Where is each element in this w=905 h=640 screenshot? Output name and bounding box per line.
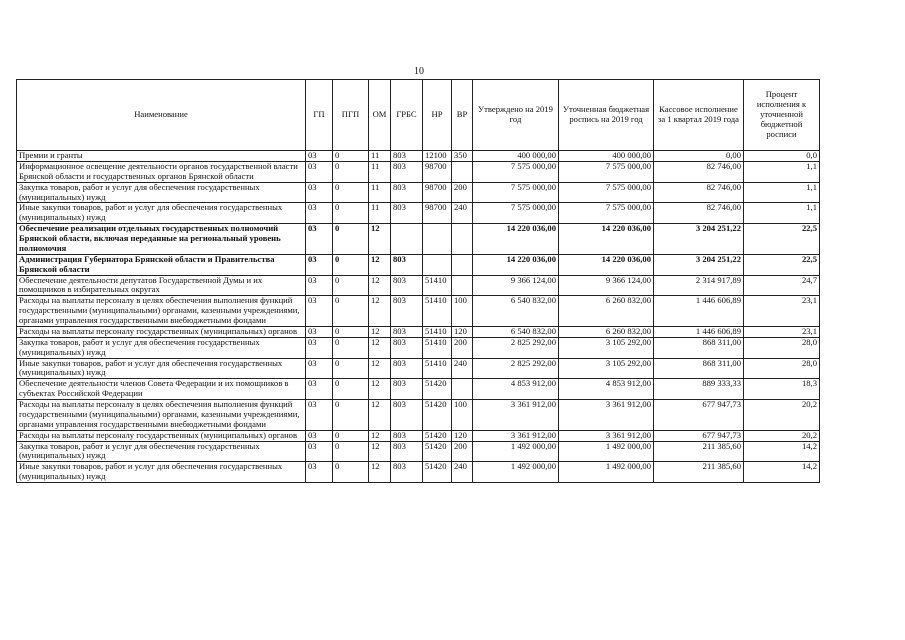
header-refined: Уточненная бюджетная роспись на 2019 год (559, 80, 654, 151)
table-row (17, 224, 820, 255)
cell-om: 12 (369, 326, 391, 337)
cell-refined: 9 366 124,00 (559, 275, 654, 296)
cell-np: 12100 (423, 151, 452, 162)
table-row (17, 296, 820, 327)
header-name: Наименование (17, 80, 306, 151)
cell-cash: 868 311,00 (654, 358, 744, 379)
cell-gp: 03 (306, 326, 333, 337)
cell-grbs: 803 (391, 296, 423, 327)
cell-ppgp: 0 (333, 203, 369, 224)
cell-gp: 03 (306, 182, 333, 203)
cell-percent: 28,0 (744, 358, 820, 379)
cell-grbs: 803 (391, 441, 423, 462)
cell-gp: 03 (306, 400, 333, 431)
cell-refined: 1 492 000,00 (559, 441, 654, 462)
cell-name: Обеспечение реализации отдельных государственных полномочий Брянской области, включая переданные на региональный уровень полномочия (17, 224, 306, 255)
cell-percent: 18,3 (744, 379, 820, 400)
table-row (17, 203, 820, 224)
header-np: НР (423, 80, 452, 151)
cell-cash: 3 204 251,22 (654, 254, 744, 275)
cell-ppgp: 0 (333, 358, 369, 379)
cell-name: Иные закупки товаров, работ и услуг для обеспечения государственных (муниципальных) нужд (17, 203, 306, 224)
table-row (17, 462, 820, 483)
cell-ppgp: 0 (333, 430, 369, 441)
cell-percent: 23,1 (744, 326, 820, 337)
cell-approved: 6 540 832,00 (473, 326, 559, 337)
cell-gp: 03 (306, 358, 333, 379)
cell-percent: 14,2 (744, 462, 820, 483)
cell-approved: 2 825 292,00 (473, 337, 559, 358)
cell-om: 11 (369, 182, 391, 203)
cell-grbs: 803 (391, 254, 423, 275)
cell-approved: 1 492 000,00 (473, 462, 559, 483)
cell-grbs: 803 (391, 203, 423, 224)
cell-name: Информационное освещение деятельности органов государственной власти Брянской области и государственных органов Брянской области (17, 161, 306, 182)
cell-approved: 4 853 912,00 (473, 379, 559, 400)
table-row (17, 358, 820, 379)
budget-table (16, 79, 820, 483)
cell-refined: 7 575 000,00 (559, 161, 654, 182)
cell-refined: 3 361 912,00 (559, 430, 654, 441)
cell-cash: 0,00 (654, 151, 744, 162)
cell-grbs: 803 (391, 182, 423, 203)
cell-np: 51420 (423, 400, 452, 431)
cell-refined: 3 105 292,00 (559, 337, 654, 358)
cell-percent: 0,0 (744, 151, 820, 162)
cell-grbs: 803 (391, 326, 423, 337)
cell-approved: 14 220 036,00 (473, 254, 559, 275)
cell-name: Расходы на выплаты персоналу государственных (муниципальных) органов (17, 326, 306, 337)
cell-gp: 03 (306, 337, 333, 358)
cell-vr (452, 275, 473, 296)
cell-ppgp: 0 (333, 161, 369, 182)
cell-om: 12 (369, 400, 391, 431)
cell-name: Закупка товаров, работ и услуг для обеспечения государственных (муниципальных) нужд (17, 337, 306, 358)
cell-approved: 3 361 912,00 (473, 400, 559, 431)
cell-vr: 200 (452, 441, 473, 462)
cell-vr: 200 (452, 337, 473, 358)
cell-grbs: 803 (391, 358, 423, 379)
cell-refined: 3 105 292,00 (559, 358, 654, 379)
cell-cash: 211 385,60 (654, 441, 744, 462)
cell-percent: 20,2 (744, 400, 820, 431)
cell-np: 98700 (423, 203, 452, 224)
cell-vr: 100 (452, 296, 473, 327)
cell-vr: 120 (452, 326, 473, 337)
cell-vr (452, 254, 473, 275)
cell-om: 12 (369, 379, 391, 400)
cell-om: 12 (369, 337, 391, 358)
table-row (17, 441, 820, 462)
cell-vr: 350 (452, 151, 473, 162)
cell-percent: 1,1 (744, 161, 820, 182)
cell-ppgp: 0 (333, 326, 369, 337)
cell-refined: 14 220 036,00 (559, 224, 654, 255)
table-row (17, 182, 820, 203)
cell-percent: 1,1 (744, 203, 820, 224)
cell-ppgp: 0 (333, 400, 369, 431)
header-approved: Утверждено на 2019 год (473, 80, 559, 151)
cell-np: 51420 (423, 379, 452, 400)
cell-cash: 868 311,00 (654, 337, 744, 358)
cell-gp: 03 (306, 161, 333, 182)
cell-name: Закупка товаров, работ и услуг для обеспечения государственных (муниципальных) нужд (17, 182, 306, 203)
cell-refined: 4 853 912,00 (559, 379, 654, 400)
cell-name: Обеспечение деятельности членов Совета Федерации и их помощников в субъектах Российской Федерации (17, 379, 306, 400)
header-cash: Кассовое исполнение за 1 квартал 2019 года (654, 80, 744, 151)
cell-approved: 7 575 000,00 (473, 182, 559, 203)
cell-gp: 03 (306, 462, 333, 483)
cell-percent: 23,1 (744, 296, 820, 327)
cell-ppgp: 0 (333, 182, 369, 203)
table-row (17, 254, 820, 275)
cell-name: Иные закупки товаров, работ и услуг для обеспечения государственных (муниципальных) нужд (17, 462, 306, 483)
cell-gp: 03 (306, 379, 333, 400)
cell-np: 51420 (423, 441, 452, 462)
cell-ppgp: 0 (333, 224, 369, 255)
table-row (17, 430, 820, 441)
cell-np: 51410 (423, 275, 452, 296)
header-row (17, 80, 820, 151)
cell-grbs: 803 (391, 151, 423, 162)
cell-ppgp: 0 (333, 275, 369, 296)
cell-grbs: 803 (391, 275, 423, 296)
header-ppgp: ПГП (333, 80, 369, 151)
cell-om: 11 (369, 151, 391, 162)
cell-ppgp: 0 (333, 379, 369, 400)
cell-gp: 03 (306, 296, 333, 327)
cell-grbs: 803 (391, 462, 423, 483)
cell-ppgp: 0 (333, 441, 369, 462)
cell-grbs: 803 (391, 430, 423, 441)
cell-cash: 1 446 606,89 (654, 296, 744, 327)
cell-percent: 14,2 (744, 441, 820, 462)
cell-vr: 120 (452, 430, 473, 441)
cell-approved: 7 575 000,00 (473, 203, 559, 224)
cell-name: Администрация Губернатора Брянской области и Правительства Брянской области (17, 254, 306, 275)
cell-np (423, 254, 452, 275)
cell-vr: 240 (452, 358, 473, 379)
cell-name: Расходы на выплаты персоналу в целях обеспечения выполнения функций государственными (муниципальными) органами, казенными учреждениями, органами управления государственными внебюджетными фондами (17, 400, 306, 431)
table-row (17, 151, 820, 162)
cell-percent: 22,5 (744, 224, 820, 255)
cell-refined: 6 260 832,00 (559, 326, 654, 337)
cell-vr (452, 224, 473, 255)
table-row (17, 400, 820, 431)
cell-approved: 9 366 124,00 (473, 275, 559, 296)
table-row (17, 337, 820, 358)
cell-om: 11 (369, 203, 391, 224)
cell-approved: 3 361 912,00 (473, 430, 559, 441)
cell-vr: 100 (452, 400, 473, 431)
cell-refined: 1 492 000,00 (559, 462, 654, 483)
cell-gp: 03 (306, 254, 333, 275)
cell-grbs (391, 224, 423, 255)
cell-om: 12 (369, 275, 391, 296)
cell-cash: 2 314 917,89 (654, 275, 744, 296)
cell-om: 12 (369, 441, 391, 462)
cell-np: 51410 (423, 296, 452, 327)
cell-percent: 20,2 (744, 430, 820, 441)
cell-om: 12 (369, 358, 391, 379)
cell-cash: 82 746,00 (654, 182, 744, 203)
cell-gp: 03 (306, 441, 333, 462)
cell-vr: 240 (452, 203, 473, 224)
cell-refined: 7 575 000,00 (559, 182, 654, 203)
cell-ppgp: 0 (333, 151, 369, 162)
table-row (17, 326, 820, 337)
cell-om: 12 (369, 296, 391, 327)
cell-cash: 211 385,60 (654, 462, 744, 483)
cell-gp: 03 (306, 430, 333, 441)
cell-approved: 400 000,00 (473, 151, 559, 162)
cell-cash: 677 947,73 (654, 400, 744, 431)
cell-cash: 82 746,00 (654, 203, 744, 224)
cell-refined: 14 220 036,00 (559, 254, 654, 275)
cell-grbs: 803 (391, 379, 423, 400)
cell-percent: 28,0 (744, 337, 820, 358)
cell-approved: 6 540 832,00 (473, 296, 559, 327)
cell-np: 51420 (423, 462, 452, 483)
header-vr: ВР (452, 80, 473, 151)
cell-grbs: 803 (391, 337, 423, 358)
cell-gp: 03 (306, 275, 333, 296)
cell-grbs: 803 (391, 400, 423, 431)
cell-name: Обеспечение деятельности депутатов Государственной Думы и их помощников в избирательных округах (17, 275, 306, 296)
cell-np: 98700 (423, 182, 452, 203)
header-om: ОМ (369, 80, 391, 151)
cell-cash: 3 204 251,22 (654, 224, 744, 255)
cell-ppgp: 0 (333, 337, 369, 358)
cell-percent: 1,1 (744, 182, 820, 203)
cell-name: Расходы на выплаты персоналу в целях обеспечения выполнения функций государственными (муниципальными) органами, казенными учреждениями, органами управления государственными внебюджетными фондами (17, 296, 306, 327)
cell-np: 51410 (423, 337, 452, 358)
cell-name: Иные закупки товаров, работ и услуг для обеспечения государственных (муниципальных) нужд (17, 358, 306, 379)
cell-gp: 03 (306, 224, 333, 255)
cell-percent: 24,7 (744, 275, 820, 296)
table-row (17, 379, 820, 400)
cell-np: 51420 (423, 430, 452, 441)
cell-refined: 7 575 000,00 (559, 203, 654, 224)
cell-percent: 22,5 (744, 254, 820, 275)
cell-gp: 03 (306, 151, 333, 162)
cell-name: Премии и гранты (17, 151, 306, 162)
cell-om: 12 (369, 254, 391, 275)
cell-om: 11 (369, 161, 391, 182)
cell-vr (452, 161, 473, 182)
cell-np: 98700 (423, 161, 452, 182)
header-gp: ГП (306, 80, 333, 151)
cell-ppgp: 0 (333, 296, 369, 327)
cell-cash: 677 947,73 (654, 430, 744, 441)
table-row (17, 275, 820, 296)
cell-approved: 14 220 036,00 (473, 224, 559, 255)
table-body (17, 151, 820, 483)
cell-grbs: 803 (391, 161, 423, 182)
cell-cash: 1 446 606,89 (654, 326, 744, 337)
cell-om: 12 (369, 224, 391, 255)
header-percent: Процент исполнения к уточненной бюджетной росписи (744, 80, 820, 151)
cell-refined: 6 260 832,00 (559, 296, 654, 327)
cell-om: 12 (369, 430, 391, 441)
cell-cash: 889 333,33 (654, 379, 744, 400)
cell-approved: 1 492 000,00 (473, 441, 559, 462)
cell-np: 51410 (423, 358, 452, 379)
cell-vr (452, 379, 473, 400)
cell-ppgp: 0 (333, 254, 369, 275)
page-number: 10 (414, 66, 424, 77)
cell-name: Расходы на выплаты персоналу государственных (муниципальных) органов (17, 430, 306, 441)
cell-np: 51410 (423, 326, 452, 337)
cell-approved: 7 575 000,00 (473, 161, 559, 182)
cell-refined: 3 361 912,00 (559, 400, 654, 431)
cell-approved: 2 825 292,00 (473, 358, 559, 379)
cell-refined: 400 000,00 (559, 151, 654, 162)
cell-cash: 82 746,00 (654, 161, 744, 182)
cell-name: Закупка товаров, работ и услуг для обеспечения государственных (муниципальных) нужд (17, 441, 306, 462)
cell-vr: 200 (452, 182, 473, 203)
cell-ppgp: 0 (333, 462, 369, 483)
cell-gp: 03 (306, 203, 333, 224)
header-grbs: ГРБС (391, 80, 423, 151)
cell-np (423, 224, 452, 255)
cell-vr: 240 (452, 462, 473, 483)
table-row (17, 161, 820, 182)
cell-om: 12 (369, 462, 391, 483)
